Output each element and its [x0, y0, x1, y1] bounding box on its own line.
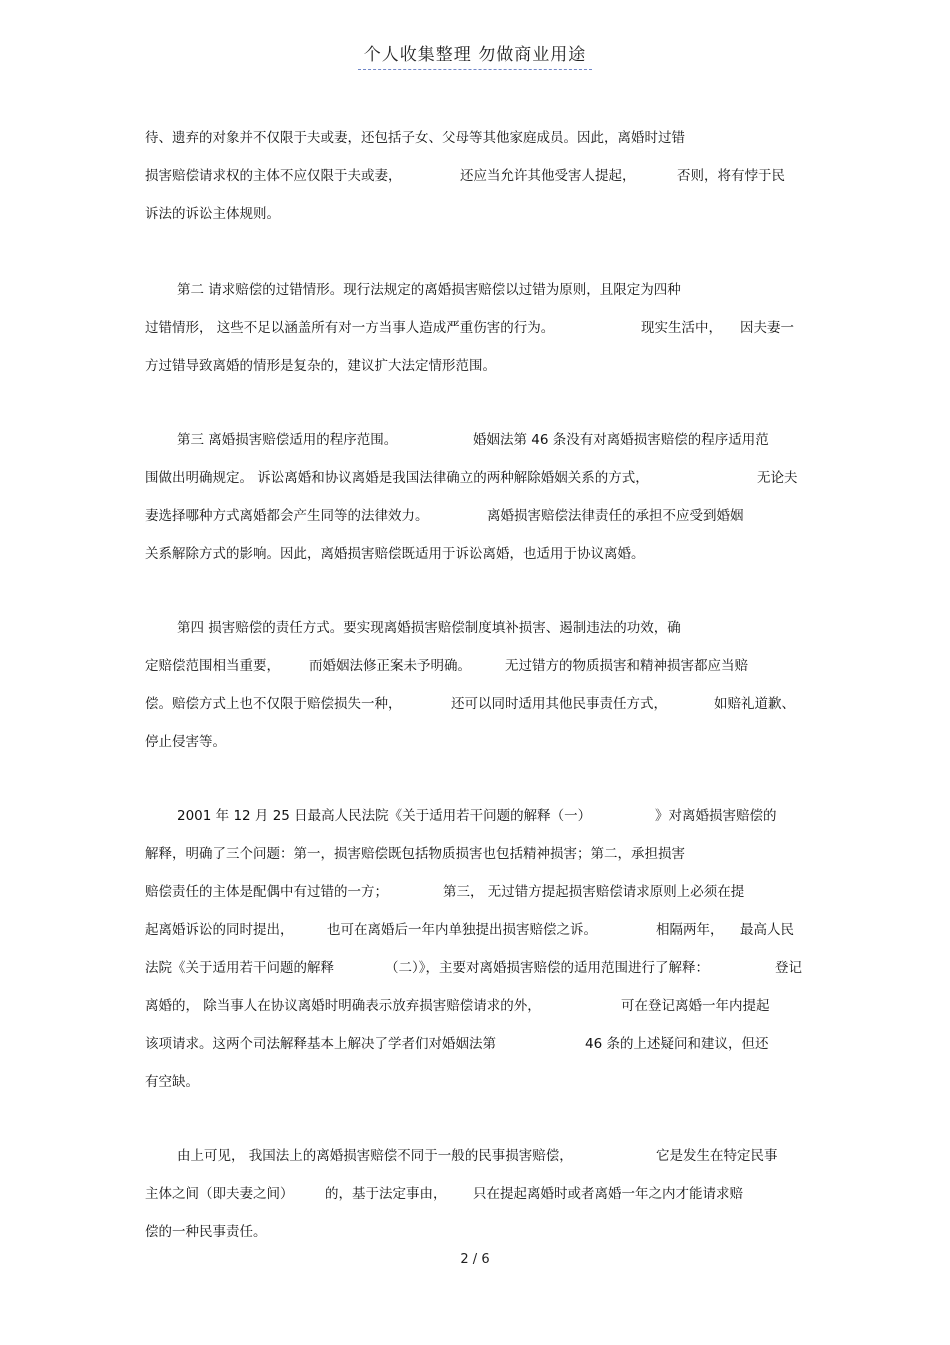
text-line [0, 1184, 950, 1204]
text-line [0, 618, 950, 638]
text-segment: 第三 离婚损害赔偿适用的程序范围。 [177, 432, 398, 448]
text-line [0, 844, 950, 864]
text-line [0, 920, 950, 940]
text-segment: 诉法的诉讼主体规则。 [145, 206, 280, 222]
text-line [0, 1146, 950, 1166]
text-segment: 损害赔偿请求权的主体不应仅限于夫或妻， [145, 168, 402, 184]
text-segment: 也可在离婚后一年内单独提出损害赔偿之诉。 [327, 922, 597, 938]
text-segment: 停止侵害等。 [145, 734, 226, 750]
text-segment: 偿。赔偿方式上也不仅限于赔偿损失一种， [145, 696, 402, 712]
text-segment: 的，基于法定事由， [325, 1186, 447, 1202]
text-segment: 起离婚诉讼的同时提出， [145, 922, 294, 938]
text-segment: （二）》，主要对离婚损害赔偿的适用范围进行了解释： [385, 960, 709, 976]
text-line [0, 806, 950, 826]
text-line [0, 996, 950, 1016]
text-segment: 它是发生在特定民事 [656, 1148, 778, 1164]
text-segment: 可在登记离婚一年内提起 [621, 998, 770, 1014]
text-segment: 因夫妻一 [740, 320, 794, 336]
text-segment: 方过错导致离婚的情形是复杂的，建议扩大法定情形范围。 [145, 358, 496, 374]
text-segment: 关系解除方式的影响。因此，离婚损害赔偿既适用于诉讼离婚，也适用于协议离婚。 [145, 546, 645, 562]
text-line [0, 958, 950, 978]
text-segment: 解释，明确了三个问题：第一，损害赔偿既包括物质损害也包括精神损害；第二，承担损害 [145, 846, 685, 862]
text-line [0, 732, 950, 752]
page-header [0, 40, 950, 65]
text-line [0, 128, 950, 148]
text-segment: 赔偿责任的主体是配偶中有过错的一方； [145, 884, 388, 900]
text-segment: 如赔礼道歉、 [714, 696, 795, 712]
text-line [0, 468, 950, 488]
text-segment: 》对离婚损害赔偿的 [655, 808, 777, 824]
text-line [0, 280, 950, 300]
text-segment: 无论夫 [757, 470, 798, 486]
text-segment: 最高人民 [740, 922, 794, 938]
text-line [0, 1222, 950, 1242]
text-segment: 由上可见， 我国法上的离婚损害赔偿不同于一般的民事损害赔偿， [177, 1148, 573, 1164]
text-line [0, 1034, 950, 1054]
text-segment: 第四 损害赔偿的责任方式。要实现离婚损害赔偿制度填补损害、遏制违法的功效，确 [177, 620, 681, 636]
text-segment: 登记 [775, 960, 802, 976]
text-segment: 第二 请求赔偿的过错情形。现行法规定的离婚损害赔偿以过错为原则，且限定为四种 [177, 282, 681, 298]
text-line [0, 544, 950, 564]
text-segment: 有空缺。 [145, 1074, 199, 1090]
page-number: 2 / 6 [460, 1252, 490, 1267]
text-line [0, 506, 950, 526]
text-segment: 46 条的上述疑问和建议，但还 [585, 1036, 769, 1052]
text-line [0, 694, 950, 714]
text-segment: 该项请求。这两个司法解释基本上解决了学者们对婚姻法第 [145, 1036, 496, 1052]
text-segment: 第三， 无过错方提起损害赔偿请求原则上必须在提 [443, 884, 745, 900]
text-segment: 否则，将有悖于民 [677, 168, 785, 184]
text-segment: 相隔两年， [656, 922, 724, 938]
text-line [0, 656, 950, 676]
text-segment: 主体之间（即夫妻之间） [145, 1186, 294, 1202]
text-line [0, 204, 950, 224]
text-segment: 法院《关于适用若干问题的解释 [145, 960, 334, 976]
text-segment: 而婚姻法修正案未予明确。 [309, 658, 471, 674]
text-line [0, 356, 950, 376]
text-line [0, 166, 950, 186]
text-line [0, 1072, 950, 1092]
text-segment: 离婚损害赔偿法律责任的承担不应受到婚姻 [487, 508, 744, 524]
text-segment: 偿的一种民事责任。 [145, 1224, 267, 1240]
text-segment: 妻选择哪种方式离婚都会产生同等的法律效力。 [145, 508, 429, 524]
text-segment: 还可以同时适用其他民事责任方式， [451, 696, 667, 712]
text-segment: 定赔偿范围相当重要， [145, 658, 280, 674]
text-segment: 待、遗弃的对象并不仅限于夫或妻，还包括子女、父母等其他家庭成员。因此，离婚时过错 [145, 130, 685, 146]
text-segment: 2001 年 12 月 25 日最高人民法院《关于适用若干问题的解释（一） [177, 808, 592, 824]
text-line [0, 318, 950, 338]
text-line [0, 882, 950, 902]
text-segment: 现实生活中， [641, 320, 722, 336]
text-segment: 围做出明确规定。 诉讼离婚和协议离婚是我国法律确立的两种解除婚姻关系的方式， [145, 470, 649, 486]
text-segment: 只在提起离婚时或者离婚一年之内才能请求赔 [473, 1186, 743, 1202]
text-line [0, 430, 950, 450]
text-segment: 过错情形， 这些不足以涵盖所有对一方当事人造成严重伤害的行为。 [145, 320, 555, 336]
text-segment: 婚姻法第 46 条没有对离婚损害赔偿的程序适用范 [473, 432, 769, 448]
text-segment: 离婚的， 除当事人在协议离婚时明确表示放弃损害赔偿请求的外， [145, 998, 541, 1014]
text-segment: 无过错方的物质损害和精神损害都应当赔 [505, 658, 748, 674]
text-segment: 还应当允许其他受害人提起， [460, 168, 636, 184]
header-notice: 个人收集整理 勿做商业用途 [358, 45, 592, 70]
